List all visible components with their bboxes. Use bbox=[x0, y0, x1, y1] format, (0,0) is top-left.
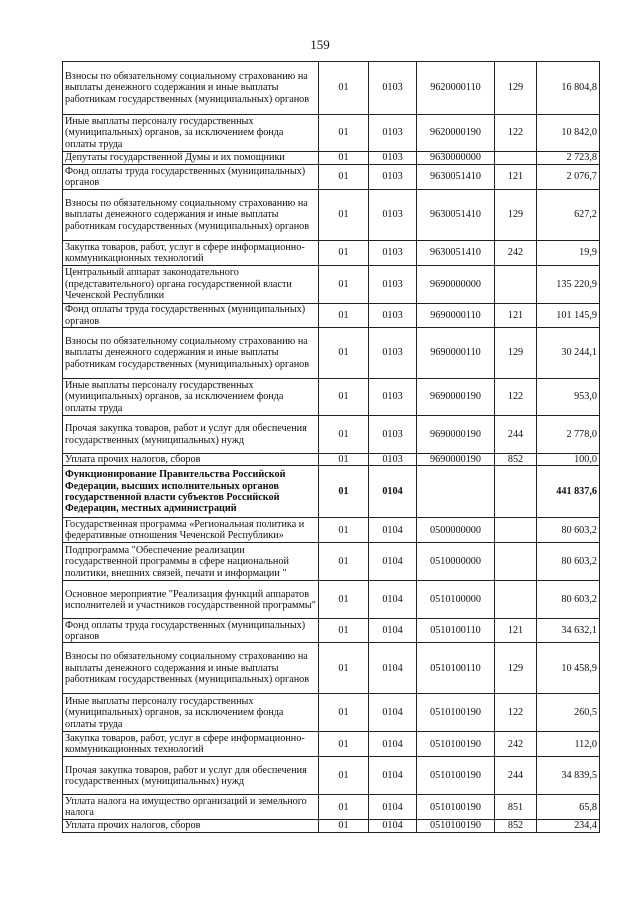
section-code-cell: 01 bbox=[319, 454, 369, 466]
amount-cell: 19,9 bbox=[537, 241, 600, 266]
row-name-cell: Подпрограмма "Обеспечение реализации государственной программы в сфере национальной политики, внешних связей, печати и информации " bbox=[63, 543, 319, 581]
row-name-cell: Взносы по обязательному социальному страхованию на выплаты денежного содержания и иные выплаты работникам государственных (муниципальных) органов bbox=[63, 62, 319, 115]
row-name-cell: Взносы по обязательному социальному страхованию на выплаты денежного содержания и иные выплаты работникам государственных (муниципальных) органов bbox=[63, 190, 319, 241]
subsection-code-cell: 0104 bbox=[369, 543, 417, 581]
table-row bbox=[63, 820, 600, 832]
expense-type-cell bbox=[495, 266, 537, 304]
subsection-code-cell: 0104 bbox=[369, 518, 417, 543]
table-row bbox=[63, 152, 600, 165]
section-code-cell: 01 bbox=[319, 466, 369, 518]
section-code-cell: 01 bbox=[319, 190, 369, 241]
section-code-cell: 01 bbox=[319, 543, 369, 581]
subsection-code-cell: 0104 bbox=[369, 619, 417, 643]
section-code-cell: 01 bbox=[319, 152, 369, 165]
expense-type-cell: 852 bbox=[495, 820, 537, 832]
subsection-code-cell: 0103 bbox=[369, 379, 417, 416]
amount-cell: 80 603,2 bbox=[537, 543, 600, 581]
amount-cell: 234,4 bbox=[537, 820, 600, 832]
subsection-code-cell: 0104 bbox=[369, 820, 417, 832]
amount-cell: 80 603,2 bbox=[537, 581, 600, 619]
row-name-cell: Взносы по обязательному социальному страхованию на выплаты денежного содержания и иные выплаты работникам государственных (муниципальных) органов bbox=[63, 643, 319, 694]
section-code-cell: 01 bbox=[319, 732, 369, 757]
row-name-cell: Депутаты государственной Думы и их помощники bbox=[63, 152, 319, 165]
table-row bbox=[63, 543, 600, 581]
amount-cell: 627,2 bbox=[537, 190, 600, 241]
amount-cell: 34 839,5 bbox=[537, 757, 600, 795]
row-name-cell: Взносы по обязательному социальному страхованию на выплаты денежного содержания и иные выплаты работникам государственных (муниципальных) органов bbox=[63, 328, 319, 379]
subsection-code-cell: 0103 bbox=[369, 115, 417, 152]
target-article-cell: 9630000000 bbox=[417, 152, 495, 165]
expense-type-cell: 122 bbox=[495, 379, 537, 416]
row-name-cell: Прочая закупка товаров, работ и услуг для обеспечения государственных (муниципальных) нужд bbox=[63, 416, 319, 454]
row-name-cell: Государственная программа «Региональная политика и федеративные отношения Чеченской Республики» bbox=[63, 518, 319, 543]
section-code-cell: 01 bbox=[319, 820, 369, 832]
target-article-cell: 0510100190 bbox=[417, 757, 495, 795]
expense-type-cell: 129 bbox=[495, 62, 537, 115]
table-row bbox=[63, 304, 600, 328]
table-row bbox=[63, 165, 600, 190]
amount-cell: 260,5 bbox=[537, 694, 600, 732]
expense-type-cell: 244 bbox=[495, 416, 537, 454]
row-name-cell: Иные выплаты персоналу государственных (муниципальных) органов, за исключением фонда оплаты труда bbox=[63, 694, 319, 732]
subsection-code-cell: 0104 bbox=[369, 757, 417, 795]
subsection-code-cell: 0103 bbox=[369, 416, 417, 454]
target-article-cell: 9690000190 bbox=[417, 416, 495, 454]
target-article-cell: 9620000190 bbox=[417, 115, 495, 152]
target-article-cell: 0500000000 bbox=[417, 518, 495, 543]
section-code-cell: 01 bbox=[319, 581, 369, 619]
amount-cell: 65,8 bbox=[537, 795, 600, 820]
expense-type-cell bbox=[495, 543, 537, 581]
target-article-cell: 9690000110 bbox=[417, 304, 495, 328]
amount-cell: 100,0 bbox=[537, 454, 600, 466]
amount-cell: 10 842,0 bbox=[537, 115, 600, 152]
section-code-cell: 01 bbox=[319, 619, 369, 643]
table-row bbox=[63, 416, 600, 454]
expense-type-cell bbox=[495, 581, 537, 619]
row-name-cell: Иные выплаты персоналу государственных (муниципальных) органов, за исключением фонда оплаты труда bbox=[63, 115, 319, 152]
table-row bbox=[63, 619, 600, 643]
table-row bbox=[63, 328, 600, 379]
budget-table bbox=[62, 61, 600, 833]
table-row bbox=[63, 795, 600, 820]
section-code-cell: 01 bbox=[319, 694, 369, 732]
amount-cell: 10 458,9 bbox=[537, 643, 600, 694]
subsection-code-cell: 0104 bbox=[369, 694, 417, 732]
expense-type-cell: 129 bbox=[495, 190, 537, 241]
expense-type-cell: 122 bbox=[495, 115, 537, 152]
target-article-cell: 0510100190 bbox=[417, 732, 495, 757]
section-code-cell: 01 bbox=[319, 416, 369, 454]
subsection-code-cell: 0103 bbox=[369, 190, 417, 241]
amount-cell: 101 145,9 bbox=[537, 304, 600, 328]
target-article-cell: 9630051410 bbox=[417, 241, 495, 266]
target-article-cell: 9620000110 bbox=[417, 62, 495, 115]
table-row bbox=[63, 241, 600, 266]
amount-cell: 30 244,1 bbox=[537, 328, 600, 379]
amount-cell: 441 837,6 bbox=[537, 466, 600, 518]
target-article-cell: 9630051410 bbox=[417, 190, 495, 241]
amount-cell: 2 778,0 bbox=[537, 416, 600, 454]
target-article-cell: 0510100190 bbox=[417, 820, 495, 832]
row-name-cell: Центральный аппарат законодательного (представительного) органа государственной власти Чеченской Республики bbox=[63, 266, 319, 304]
subsection-code-cell: 0103 bbox=[369, 165, 417, 190]
section-code-cell: 01 bbox=[319, 165, 369, 190]
section-code-cell: 01 bbox=[319, 62, 369, 115]
target-article-cell: 0510100190 bbox=[417, 694, 495, 732]
target-article-cell: 9690000190 bbox=[417, 379, 495, 416]
table-row bbox=[63, 190, 600, 241]
table-row bbox=[63, 266, 600, 304]
table-row bbox=[63, 757, 600, 795]
target-article-cell: 0510100110 bbox=[417, 619, 495, 643]
subsection-code-cell: 0103 bbox=[369, 241, 417, 266]
target-article-cell: 0510100000 bbox=[417, 581, 495, 619]
subsection-code-cell: 0103 bbox=[369, 304, 417, 328]
section-code-cell: 01 bbox=[319, 757, 369, 795]
subsection-code-cell: 0103 bbox=[369, 62, 417, 115]
row-name-cell: Фонд оплаты труда государственных (муниципальных) органов bbox=[63, 165, 319, 190]
table-row bbox=[63, 732, 600, 757]
table-row bbox=[63, 643, 600, 694]
table-row bbox=[63, 62, 600, 115]
row-name-cell: Иные выплаты персоналу государственных (муниципальных) органов, за исключением фонда оплаты труда bbox=[63, 379, 319, 416]
target-article-cell: 9690000000 bbox=[417, 266, 495, 304]
table-row bbox=[63, 115, 600, 152]
expense-type-cell: 242 bbox=[495, 732, 537, 757]
amount-cell: 953,0 bbox=[537, 379, 600, 416]
expense-type-cell bbox=[495, 466, 537, 518]
target-article-cell: 9630051410 bbox=[417, 165, 495, 190]
expense-type-cell: 121 bbox=[495, 619, 537, 643]
amount-cell: 16 804,8 bbox=[537, 62, 600, 115]
expense-type-cell bbox=[495, 518, 537, 543]
target-article-cell: 0510100110 bbox=[417, 643, 495, 694]
page-number: 159 bbox=[310, 37, 330, 52]
expense-type-cell: 129 bbox=[495, 328, 537, 379]
expense-type-cell: 242 bbox=[495, 241, 537, 266]
row-name-cell: Функционирование Правительства Российской Федерации, высших исполнительных органов государственной власти субъектов Российской Федерации, местных администраций bbox=[63, 466, 319, 518]
expense-type-cell: 122 bbox=[495, 694, 537, 732]
row-name-cell: Фонд оплаты труда государственных (муниципальных) органов bbox=[63, 304, 319, 328]
subsection-code-cell: 0103 bbox=[369, 266, 417, 304]
amount-cell: 80 603,2 bbox=[537, 518, 600, 543]
target-article-cell: 0510000000 bbox=[417, 543, 495, 581]
expense-type-cell: 121 bbox=[495, 165, 537, 190]
section-code-cell: 01 bbox=[319, 304, 369, 328]
target-article-cell: 0510100190 bbox=[417, 795, 495, 820]
row-name-cell: Закупка товаров, работ, услуг в сфере информационно-коммуникационных технологий bbox=[63, 732, 319, 757]
target-article-cell bbox=[417, 466, 495, 518]
expense-type-cell: 852 bbox=[495, 454, 537, 466]
section-code-cell: 01 bbox=[319, 379, 369, 416]
subsection-code-cell: 0104 bbox=[369, 795, 417, 820]
table-row bbox=[63, 581, 600, 619]
expense-type-cell: 851 bbox=[495, 795, 537, 820]
row-name-cell: Прочая закупка товаров, работ и услуг для обеспечения государственных (муниципальных) нужд bbox=[63, 757, 319, 795]
table-row bbox=[63, 379, 600, 416]
expense-type-cell: 244 bbox=[495, 757, 537, 795]
table-row bbox=[63, 518, 600, 543]
row-name-cell: Закупка товаров, работ, услуг в сфере информационно-коммуникационных технологий bbox=[63, 241, 319, 266]
expense-type-cell: 121 bbox=[495, 304, 537, 328]
expense-type-cell bbox=[495, 152, 537, 165]
table-row bbox=[63, 454, 600, 466]
section-code-cell: 01 bbox=[319, 115, 369, 152]
section-code-cell: 01 bbox=[319, 241, 369, 266]
amount-cell: 135 220,9 bbox=[537, 266, 600, 304]
row-name-cell: Уплата прочих налогов, сборов bbox=[63, 454, 319, 466]
subsection-code-cell: 0104 bbox=[369, 732, 417, 757]
section-code-cell: 01 bbox=[319, 266, 369, 304]
expense-type-cell: 129 bbox=[495, 643, 537, 694]
row-name-cell: Основное мероприятие "Реализация функций аппаратов исполнителей и участников государственной программы" bbox=[63, 581, 319, 619]
subsection-code-cell: 0104 bbox=[369, 466, 417, 518]
section-code-cell: 01 bbox=[319, 518, 369, 543]
subsection-code-cell: 0104 bbox=[369, 643, 417, 694]
row-name-cell: Фонд оплаты труда государственных (муниципальных) органов bbox=[63, 619, 319, 643]
section-code-cell: 01 bbox=[319, 643, 369, 694]
amount-cell: 2 723,8 bbox=[537, 152, 600, 165]
amount-cell: 112,0 bbox=[537, 732, 600, 757]
row-name-cell: Уплата прочих налогов, сборов bbox=[63, 820, 319, 832]
subsection-code-cell: 0103 bbox=[369, 454, 417, 466]
target-article-cell: 9690000190 bbox=[417, 454, 495, 466]
row-name-cell: Уплата налога на имущество организаций и земельного налога bbox=[63, 795, 319, 820]
subsection-code-cell: 0103 bbox=[369, 152, 417, 165]
section-code-cell: 01 bbox=[319, 795, 369, 820]
target-article-cell: 9690000110 bbox=[417, 328, 495, 379]
subsection-code-cell: 0103 bbox=[369, 328, 417, 379]
table-row bbox=[63, 466, 600, 518]
amount-cell: 2 076,7 bbox=[537, 165, 600, 190]
section-code-cell: 01 bbox=[319, 328, 369, 379]
subsection-code-cell: 0104 bbox=[369, 581, 417, 619]
amount-cell: 34 632,1 bbox=[537, 619, 600, 643]
table-row bbox=[63, 694, 600, 732]
